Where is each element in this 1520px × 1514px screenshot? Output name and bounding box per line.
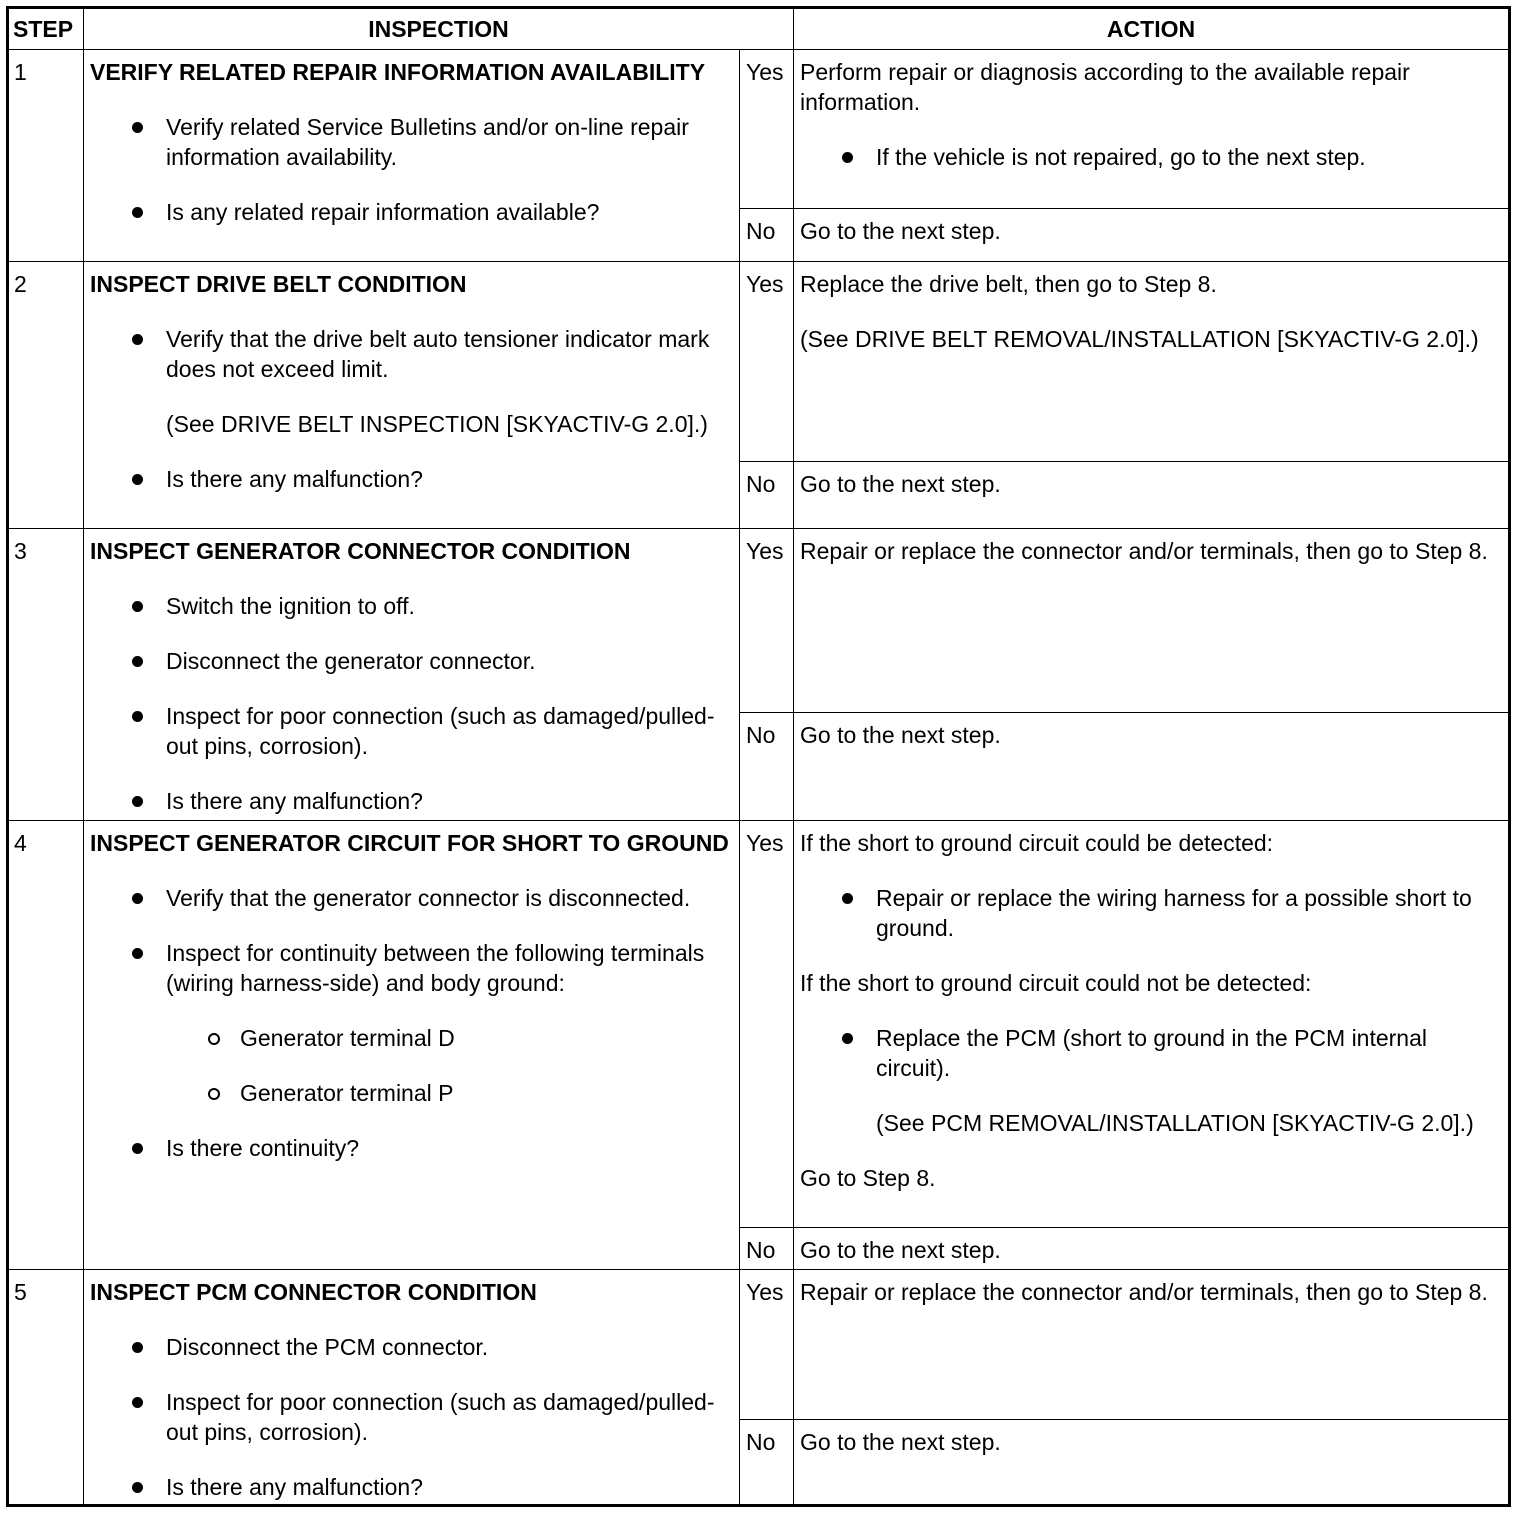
action-text: Perform repair or diagnosis according to the available repair information.	[800, 59, 1410, 115]
bullet-item	[90, 324, 733, 384]
bullet-item: Disconnect the generator connector.	[90, 646, 733, 676]
bullet-item: Inspect for poor connection (such as damaged/pulled-out pins, corrosion).	[90, 701, 733, 761]
bullet-item: Inspect for poor connection (such as damaged/pulled-out pins, corrosion).	[90, 1387, 733, 1447]
step-number: 5	[8, 1270, 84, 1506]
bullet-item: Switch the ignition to off.	[90, 591, 733, 621]
bullet-item: If the vehicle is not repaired, go to the next step.	[800, 142, 1502, 172]
action-text: If the short to ground circuit could not be detected:	[800, 970, 1312, 996]
yes-label: Yes	[740, 50, 794, 209]
action-list	[800, 142, 1502, 172]
bullet-item: Is there any malfunction?	[90, 1472, 733, 1502]
bullet-item: Is there continuity?	[90, 1133, 733, 1163]
no-action: Go to the next step.	[794, 1228, 1510, 1270]
inspection-list	[90, 112, 733, 227]
inspection-title: INSPECT DRIVE BELT CONDITION	[90, 271, 467, 297]
inspection-title: INSPECT GENERATOR CONNECTOR CONDITION	[90, 538, 631, 564]
header-inspection: INSPECTION	[84, 8, 794, 50]
yes-label: Yes	[740, 821, 794, 1228]
action-text: If the short to ground circuit could be detected:	[800, 830, 1274, 856]
yes-label: Yes	[740, 1270, 794, 1420]
action-list	[800, 1023, 1502, 1083]
bullet-item: Verify related Service Bulletins and/or on-line repair information availability.	[90, 112, 733, 172]
no-label: No	[740, 1228, 794, 1270]
bullet-item: Inspect for continuity between the following terminals (wiring harness-side) and body ground:	[90, 938, 733, 998]
yes-action	[794, 262, 1510, 462]
step-4-yes-row	[8, 821, 1510, 1228]
yes-action: Repair or replace the connector and/or terminals, then go to Step 8.	[794, 1270, 1510, 1420]
header-action: ACTION	[794, 8, 1510, 50]
no-action: Go to the next step.	[794, 1420, 1510, 1506]
reference-link[interactable]: (See DRIVE BELT REMOVAL/INSTALLATION [SKYACTIV-G 2.0].)	[800, 326, 1479, 352]
bullet-item: Verify that the generator connector is disconnected.	[90, 883, 733, 913]
inspection-list	[90, 1332, 733, 1502]
reference-link[interactable]: (See PCM REMOVAL/INSTALLATION [SKYACTIV-G 2.0].)	[876, 1110, 1474, 1136]
inspection-list	[90, 324, 733, 384]
step-number: 2	[8, 262, 84, 529]
no-label: No	[740, 713, 794, 821]
inspection-title: VERIFY RELATED REPAIR INFORMATION AVAILABILITY	[90, 59, 706, 85]
inspection-list	[90, 464, 733, 494]
action-list	[800, 883, 1502, 943]
action-text: Replace the drive belt, then go to Step 8.	[800, 271, 1217, 297]
inspection-list	[90, 591, 733, 816]
no-action: Go to the next step.	[794, 713, 1510, 821]
no-action: Go to the next step.	[794, 462, 1510, 529]
header-row	[8, 8, 1510, 50]
step-number: 3	[8, 529, 84, 821]
step-4-inspection	[84, 821, 740, 1270]
step-number: 1	[8, 50, 84, 262]
bullet-item: Is any related repair information available?	[90, 197, 733, 227]
yes-action: Repair or replace the connector and/or terminals, then go to Step 8.	[794, 529, 1510, 713]
sub-bullet-item: Generator terminal D	[90, 1023, 733, 1053]
step-2-yes-row	[8, 262, 1510, 462]
reference-link[interactable]: (See DRIVE BELT INSPECTION [SKYACTIV-G 2.0].)	[166, 411, 708, 437]
yes-label: Yes	[740, 262, 794, 462]
header-step: STEP	[8, 8, 84, 50]
step-1-yes-row	[8, 50, 1510, 209]
bullet-item: Is there any malfunction?	[90, 786, 733, 816]
step-1-inspection	[84, 50, 740, 262]
bullet-item: Is there any malfunction?	[90, 464, 733, 494]
yes-label: Yes	[740, 529, 794, 713]
step-number: 4	[8, 821, 84, 1270]
no-action: Go to the next step.	[794, 209, 1510, 262]
yes-action	[794, 821, 1510, 1228]
step-5-yes-row	[8, 1270, 1510, 1420]
inspection-list	[90, 883, 733, 1163]
diagnostic-procedure-table	[6, 6, 1511, 1507]
step-3-yes-row	[8, 529, 1510, 713]
inspection-title: INSPECT PCM CONNECTOR CONDITION	[90, 1279, 537, 1305]
step-5-inspection	[84, 1270, 740, 1506]
yes-action	[794, 50, 1510, 209]
sub-bullet-item: Generator terminal P	[90, 1078, 733, 1108]
step-3-inspection	[84, 529, 740, 821]
bullet-item: Repair or replace the wiring harness for a possible short to ground.	[800, 883, 1502, 943]
bullet-item: Replace the PCM (short to ground in the PCM internal circuit).	[800, 1023, 1502, 1083]
inspection-title: INSPECT GENERATOR CIRCUIT FOR SHORT TO GROUND	[90, 830, 729, 856]
no-label: No	[740, 1420, 794, 1506]
bullet-text: Verify that the drive belt auto tensioner indicator mark does not exceed limit.	[166, 326, 710, 382]
action-text: Go to Step 8.	[800, 1165, 936, 1191]
no-label: No	[740, 462, 794, 529]
no-label: No	[740, 209, 794, 262]
bullet-item: Disconnect the PCM connector.	[90, 1332, 733, 1362]
step-2-inspection	[84, 262, 740, 529]
